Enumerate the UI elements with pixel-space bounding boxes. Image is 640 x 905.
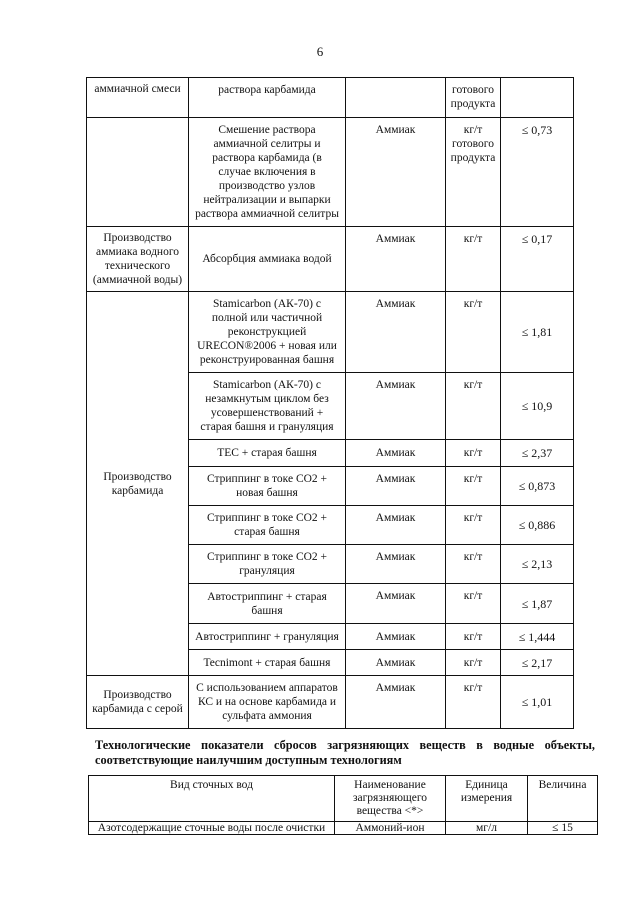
- table-row: [87, 227, 574, 292]
- table-cell: Stamicarbon (АК-70) с незамкнутым циклом без усовершенствований + старая башня и грануляция: [189, 373, 346, 440]
- table-row: [89, 822, 598, 835]
- table-cell: Аммиак: [346, 292, 446, 373]
- table-cell: Производство карбамида с серой: [87, 676, 189, 729]
- table-cell: Аммиак: [346, 373, 446, 440]
- table-cell: Аммоний-ион: [335, 822, 446, 835]
- table-cell: Производство карбамида: [87, 292, 189, 676]
- table-cell: кг/т готового продукта: [446, 118, 501, 227]
- table-cell: ≤ 15: [528, 822, 598, 835]
- table-cell: Аммиак: [346, 624, 446, 650]
- table-cell: ≤ 1,444: [501, 624, 574, 650]
- table-cell: [501, 78, 574, 118]
- table-cell: Аммиак: [346, 676, 446, 729]
- table-cell: ≤ 1,01: [501, 676, 574, 729]
- table-row: [87, 78, 574, 118]
- table-cell: Стриппинг в токе СО2 + новая башня: [189, 467, 346, 506]
- table-cell: Стриппинг в токе СО2 + грануляция: [189, 545, 346, 584]
- table-cell: Аммиак: [346, 440, 446, 467]
- table-cell: [346, 78, 446, 118]
- table-cell: Смешение раствора аммиачной селитры и раствора карбамида (в случае включения в производство узлов нейтрализации и выпарки раствора аммиачной селитры: [189, 118, 346, 227]
- emissions-table: [86, 77, 574, 729]
- table-cell: раствора карбамида: [189, 78, 346, 118]
- table-cell: кг/т: [446, 506, 501, 545]
- table-cell: Производство аммиака водного технического (аммиачной воды): [87, 227, 189, 292]
- table-cell: кг/т: [446, 650, 501, 676]
- table-cell: кг/т: [446, 440, 501, 467]
- table-cell: аммиачной смеси: [87, 78, 189, 118]
- table-row: [87, 118, 574, 227]
- table-cell: Аммиак: [346, 227, 446, 292]
- table-cell: ≤ 0,886: [501, 506, 574, 545]
- table-cell: кг/т: [446, 227, 501, 292]
- table-cell: Абсорбция аммиака водой: [189, 227, 346, 292]
- table-cell: кг/т: [446, 584, 501, 624]
- table-row: [87, 292, 574, 373]
- table-cell: ≤ 0,17: [501, 227, 574, 292]
- table-cell: кг/т: [446, 373, 501, 440]
- table-cell: Аммиак: [346, 118, 446, 227]
- page-number: 6: [316, 44, 324, 59]
- table-cell: [87, 118, 189, 227]
- column-header: Наименование загрязняющего вещества <*>: [335, 776, 446, 822]
- table-cell: кг/т: [446, 624, 501, 650]
- table-cell: Аммиак: [346, 584, 446, 624]
- table-cell: Автостриппинг + грануляция: [189, 624, 346, 650]
- table-cell: Tecnimont + старая башня: [189, 650, 346, 676]
- table-cell: Автостриппинг + старая башня: [189, 584, 346, 624]
- table-cell: кг/т: [446, 467, 501, 506]
- table-cell: мг/л: [446, 822, 528, 835]
- section-heading: Технологические показатели сбросов загрязняющих веществ в водные объекты, соответствующие наилучшим доступным технологиям: [95, 738, 595, 767]
- table-cell: ТЕС + старая башня: [189, 440, 346, 467]
- table-cell: ≤ 2,17: [501, 650, 574, 676]
- table-cell: ≤ 1,81: [501, 292, 574, 373]
- table-cell: кг/т: [446, 292, 501, 373]
- column-header: Величина: [528, 776, 598, 822]
- table-cell: С использованием аппаратов КС и на основе карбамида и сульфата аммония: [189, 676, 346, 729]
- table-cell: Азотсодержащие сточные воды после очистки: [89, 822, 335, 835]
- table-cell: кг/т: [446, 676, 501, 729]
- column-header: Вид сточных вод: [89, 776, 335, 822]
- table-cell: ≤ 0,873: [501, 467, 574, 506]
- table-cell: ≤ 0,73: [501, 118, 574, 227]
- table-cell: ≤ 10,9: [501, 373, 574, 440]
- table-row: [87, 676, 574, 729]
- table-cell: Аммиак: [346, 506, 446, 545]
- table-cell: Аммиак: [346, 467, 446, 506]
- table-cell: кг/т: [446, 545, 501, 584]
- table-cell: Аммиак: [346, 650, 446, 676]
- table-cell: готового продукта: [446, 78, 501, 118]
- table-cell: Stamicarbon (АК-70) с полной или частичной реконструкцией URECON®2006 + новая или реконструированная башня: [189, 292, 346, 373]
- column-header: Единица измерения: [446, 776, 528, 822]
- table-cell: ≤ 1,87: [501, 584, 574, 624]
- table-cell: Стриппинг в токе СО2 + старая башня: [189, 506, 346, 545]
- table-cell: ≤ 2,13: [501, 545, 574, 584]
- table-header-row: [89, 776, 598, 822]
- table-cell: Аммиак: [346, 545, 446, 584]
- table-cell: ≤ 2,37: [501, 440, 574, 467]
- discharge-table: [88, 775, 598, 835]
